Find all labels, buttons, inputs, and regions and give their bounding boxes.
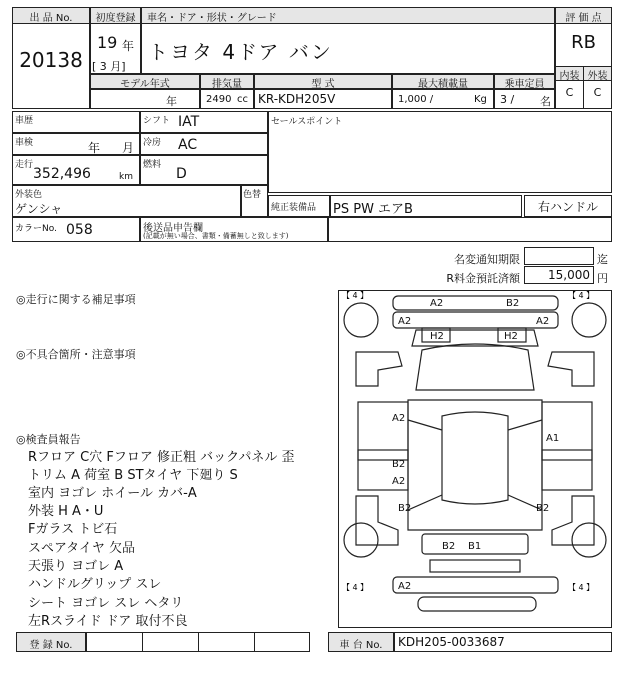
first-reg-year-unit: 年 [122,39,135,53]
damage-mark: B1 [468,541,482,552]
ac-value: AC [178,137,198,153]
inspection-year-unit: 年 [88,141,101,155]
damage-diagram [338,290,612,628]
color-label: 外装色 [15,190,43,200]
shift-label: シフト [143,116,171,126]
capacity-value: 3 / [500,93,515,106]
roof-center-outline [442,412,508,504]
color-no-label: カラーNo. [15,224,57,234]
history-label: 車歴 [15,116,34,126]
report-line: トリム A 荷室 B STタイヤ 下廻り S [28,468,238,483]
displacement-value: 2490 [206,94,232,105]
rating-label: 評 価 点 [565,13,602,24]
displacement-unit: cc [237,94,248,105]
front-right-fender-outline [548,352,594,386]
equipment-value: PS PW エアB [333,202,413,217]
damage-mark: A1 [546,433,560,444]
report-line: Fガラス トビ石 [28,522,118,537]
damage-mark: A2 [392,413,406,424]
mileage-label: 走行 [15,160,34,170]
tire-front-right-icon [572,303,606,337]
model-year-label: モデル年式 [120,79,170,90]
damage-mark: B2 [442,541,456,552]
defects-label: ◎不具合箇所・注意事項 [16,348,136,361]
hood-outline [393,312,558,328]
front-left-fender-outline [356,352,402,386]
rear-step-outline [418,597,536,611]
lot-label: 出 品 No. [29,13,73,24]
damage-mark: B2 [506,298,520,309]
exterior-label: 外装 [587,71,608,82]
docs-value-cell [328,217,612,242]
mileage-value: 352,496 [33,166,91,182]
color-no-value: 058 [66,222,93,238]
damage-mark: B2 [398,503,412,514]
displacement-label: 排気量 [212,79,242,90]
damage-mark: H2 [430,331,444,342]
report-line: 天張り ヨゴレ A [28,559,124,574]
equipment-label: 純正装備品 [271,203,317,213]
report-line: 室内 ヨゴレ ホイール カバ-A [28,486,197,501]
interior-label: 内装 [559,71,580,82]
roof-outline [393,296,558,310]
vehicle-label: 車名・ドア・形状・グレード [147,13,277,24]
rear-right-fender-outline [552,496,594,545]
steering-value: 右ハンドル [537,200,598,214]
damage-mark: A2 [430,298,444,309]
right-side-panel [542,402,592,460]
capacity-unit: 名 [540,95,551,108]
driving-notes-label: ◎走行に関する補足事項 [16,293,136,306]
tire-count-front-left: 【 4 】 [342,291,369,300]
report-line: スペアタイヤ 欠品 [28,541,135,556]
inspector-report-label: ◎検査員報告 [16,433,81,446]
fuel-value: D [176,166,187,182]
first-reg-label: 初度登録 [95,13,136,24]
left-side-panel [358,402,408,460]
exterior-grade: C [593,86,602,99]
docs-note: (記載が無い場合、書類・備蓄無しと致します) [143,232,289,240]
damage-mark: A2 [536,316,550,327]
tire-count-rear-left: 【 4 】 [342,583,369,592]
first-reg-month: [ 3 月] [92,60,126,73]
load-unit: Kg [474,94,487,105]
color-value: ゲンシャ [15,202,63,216]
model-year-unit: 年 [166,95,177,108]
rating-value: RB [571,32,596,53]
report-line: Rフロア C穴 Fフロア 修正粗 バックパネル 歪 [28,450,295,465]
mileage-unit: km [119,172,133,182]
recycle-value: 15,000 [548,268,590,282]
body-center-outline [408,400,542,530]
cabin-outline [416,344,534,390]
report-line: 外装 H A・U [28,504,104,519]
damage-mark: A2 [392,476,406,487]
right-lower-panel [542,450,592,490]
capacity-label: 乗車定員 [504,79,545,90]
damage-mark: H2 [504,331,518,342]
type-value: KR-KDH205V [258,92,336,106]
inspection-label: 車検 [15,138,34,148]
recycle-unit: 円 [597,272,608,285]
interior-grade: C [565,86,574,99]
tire-rear-left-icon [344,523,378,557]
load-label: 最大積載量 [418,79,468,90]
name-change-label: 名変通知期限 [454,253,520,266]
repaint-label: 色替 [243,190,262,200]
damage-mark: B2 [536,503,550,514]
inspection-month-unit: 月 [122,141,135,155]
tire-front-left-icon [344,303,378,337]
rear-left-fender-outline [356,496,398,545]
tire-count-rear-right: 【 4 】 [568,583,595,592]
model-year-cell [90,89,200,109]
sales-point-label: セールスポイント [271,117,343,127]
recycle-label: R料金預託済額 [446,272,520,285]
damage-mark: A2 [398,581,412,592]
damage-mark: B2 [392,459,406,470]
report-line: シート ヨゴレ スレ ヘタリ [28,596,184,611]
fuel-label: 燃料 [143,160,162,170]
name-change-field [524,247,594,265]
type-label: 型 式 [311,79,335,90]
tire-count-front-right: 【 4 】 [568,291,595,300]
first-reg-year: 19 [97,33,118,52]
tire-rear-right-icon [572,523,606,557]
ac-label: 冷房 [143,138,162,148]
name-change-unit: 迄 [597,253,608,266]
report-line: 左Rスライド ドア 取付不良 [28,614,188,629]
report-line: ハンドルグリップ スレ [28,577,162,592]
chassis-label: 車 台 No. [339,640,383,651]
rear-window-outline [430,560,520,572]
reg-no-label: 登 録 No. [29,640,73,651]
shift-value: IAT [178,114,200,130]
vehicle-name: トヨタ 4ドア バン [148,40,333,64]
chassis-value: KDH205-0033687 [398,635,505,649]
lot-number: 20138 [19,48,83,72]
damage-mark: A2 [398,316,412,327]
load-value: 1,000 / [398,94,434,105]
docs-label: 後送品申告欄 [143,223,203,234]
rear-bumper-outline [393,577,558,593]
